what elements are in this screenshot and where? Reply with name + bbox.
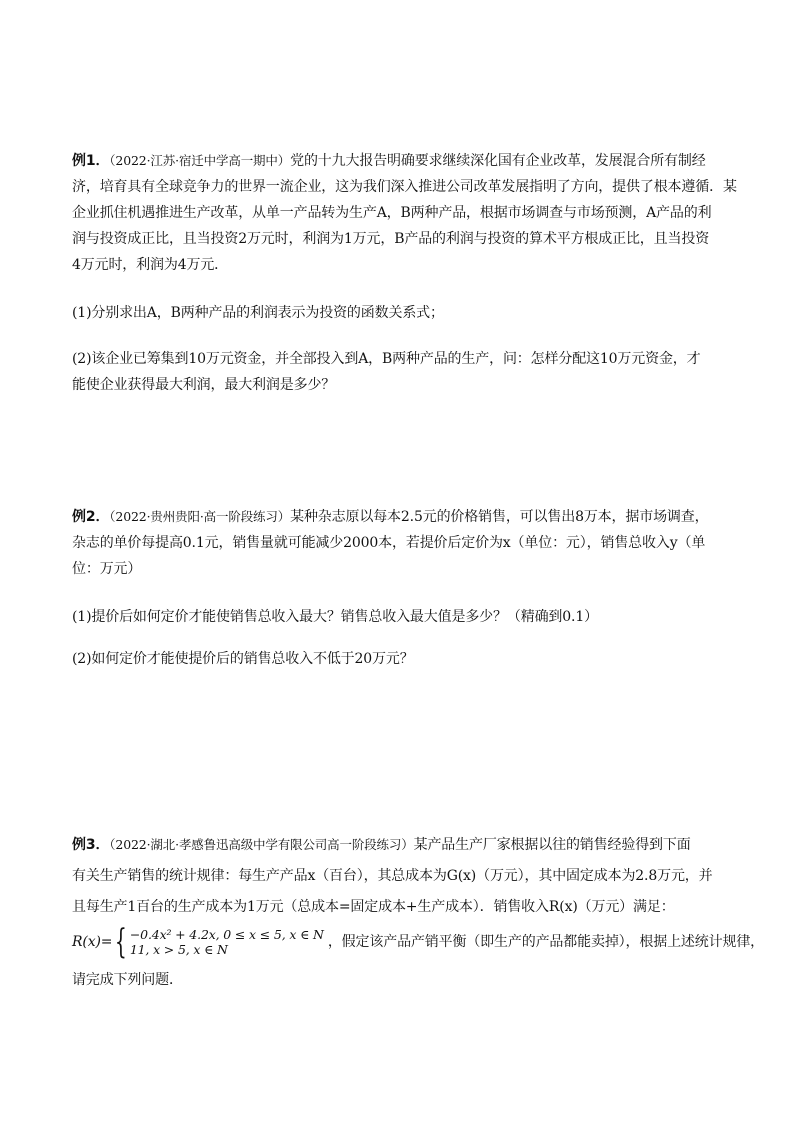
- example-3-last-line: 请完成下列问题．: [72, 972, 183, 988]
- example-3-line-3: 且每生产1百台的生产成本为1万元（总成本=固定成本+生产成本）．销售收入R(x)（万元）满足：: [72, 899, 675, 915]
- example-3-line-2: 有关生产销售的统计规律：每生产产品x（百台），其总成本为G(x)（万元），其中固定成本为2.8万元，并: [72, 868, 713, 884]
- formula-case-2: 11, x > 5, x ∈ N: [129, 942, 228, 957]
- piecewise-formula: [72, 922, 324, 962]
- example-1-line-4: 润与投资成正比，且当投资2万元时，利润为1万元，B产品的利润与投资的算术平方根成正比，且当投资: [72, 231, 710, 247]
- example-1-question-2-line-1: (2)该企业已筹集到10万元资金，并全部投入到A，B两种产品的生产，问：怎样分配这10万元资金，才: [72, 351, 701, 367]
- example-2-line-2: 杂志的单价每提高0.1元，销售量就可能减少2000本，若提价后定价为x（单位：元），销售总收入y（单: [72, 535, 706, 551]
- formula-cases: [130, 927, 324, 957]
- example-3-after-formula: ，假定该产品产销平衡（即生产的产品都能卖掉），根据上述统计规律，: [327, 934, 765, 950]
- example-2-text-1: 某种杂志原以每本2.5元的价格销售，可以售出8万本，据市场调查，: [290, 509, 709, 525]
- formula-lhs: R(x)=: [72, 933, 113, 950]
- example-1-line-5: 4万元时，利润为4万元．: [72, 257, 229, 273]
- formula-case-1: −0.4x² + 4.2x, 0 ≤ x ≤ 5, x ∈ N: [129, 927, 324, 942]
- example-3-formula-line: [72, 922, 765, 962]
- example-3-line-1: [72, 829, 732, 861]
- example-2-label: 例2．: [72, 509, 110, 525]
- example-1-line-3: 企业抓住机遇推进生产改革，从单一产品转为生产A，B两种产品，根据市场调查与市场预测，A产品的利: [72, 205, 712, 221]
- example-1-question-1: (1)分别求出A，B两种产品的利润表示为投资的函数关系式；: [72, 305, 444, 321]
- example-3-text-1: 某产品生产厂家根据以往的销售经验得到下面: [413, 837, 691, 853]
- example-1-question-2-line-2: 能使企业获得最大利润，最大利润是多少？: [72, 377, 336, 393]
- example-2-source: （2022·贵州贵阳·高一阶段练习）: [109, 509, 291, 524]
- example-3-label: 例3．: [72, 837, 110, 853]
- example-1-line-1: [72, 148, 732, 174]
- left-brace-icon: {: [115, 922, 127, 962]
- example-2-question-2: (2)如何定价才能使提价后的销售总收入不低于20万元？: [72, 651, 414, 667]
- example-2-question-1: (1)提价后如何定价才能使销售总收入最大？销售总收入最大值是多少？（精确到0.1）: [72, 609, 598, 625]
- example-1-text-1: 党的十九大报告明确要求继续深化国有企业改革，发展混合所有制经: [290, 153, 706, 169]
- example-1-source: （2022·江苏·宿迁中学高一期中）: [109, 153, 291, 168]
- example-3-source: （2022·湖北·孝感鲁迅高级中学有限公司高一阶段练习）: [109, 837, 414, 852]
- example-2: [72, 504, 732, 672]
- example-1-line-2: 济，培育具有全球竞争力的世界一流企业，这为我们深入推进公司改革发展指明了方向，提供了根本遵循．某: [72, 179, 737, 195]
- example-2-line-1: [72, 504, 732, 530]
- example-3: [72, 829, 765, 996]
- example-1: [72, 148, 737, 398]
- example-1-label: 例1．: [72, 153, 110, 169]
- example-2-line-3: 位：万元）: [72, 561, 142, 577]
